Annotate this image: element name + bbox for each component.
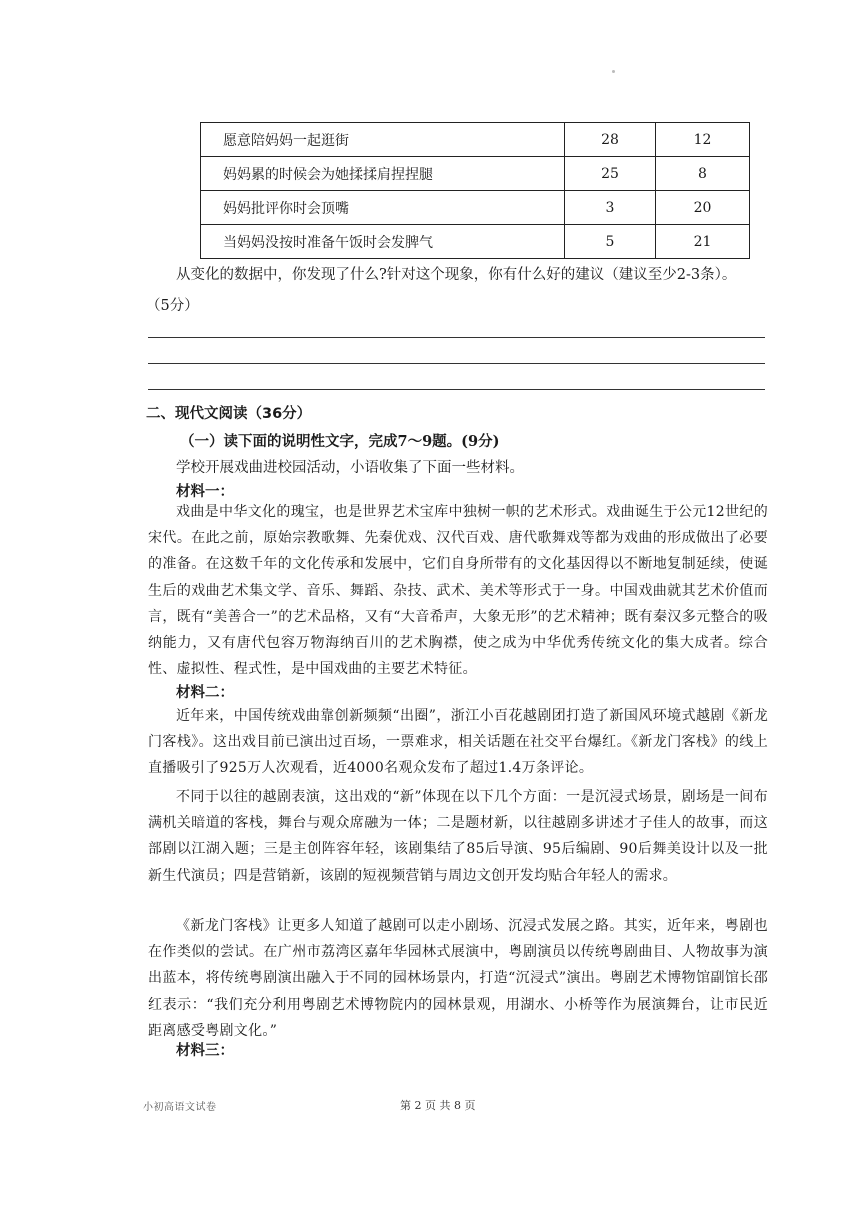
question-score: （5分） [146,298,199,314]
material-3-label: 材料三： [176,1042,234,1059]
table-cell-count-a: 28 [565,123,656,157]
intro-text: 学校开展戏曲进校园活动，小语收集了下面一些材料。 [176,460,524,476]
table-cell-count-a: 3 [565,191,656,225]
section-title: 二、现代文阅读（36分） [146,406,312,422]
page-number: 第 2 页 共 8 页 [400,1099,476,1112]
answer-line[interactable] [148,363,765,364]
table-row [201,191,750,225]
answer-line[interactable] [148,337,765,338]
table-row [201,123,750,157]
material-2-para-2: 不同于以往的越剧表演，这出戏的“新”体现在以下几个方面：一是沉浸式场景，剧场是一间布满机关暗道的客栈，舞台与观众席融为一体；二是题材新，以往越剧多讲述才子佳人的故事，而这部剧以江湖入题；三是主创阵容年轻，该剧集结了85后导演、95后编剧、90后舞美设计以及一批新生代演员；四是营销新，该剧的短视频营销与周边文创开发均贴合年轻人的需求。 [148,789,768,884]
table-cell-item: 妈妈批评你时会顶嘴 [201,191,565,225]
scan-speck [612,70,615,73]
table-row [201,225,750,259]
material-1-text: 戏曲是中华文化的瑰宝，也是世界艺术宝库中独树一帜的艺术形式。戏曲诞生于公元12世纪的宋代。在此之前，原始宗教歌舞、先秦优戏、汉代百戏、唐代歌舞戏等都为戏曲的形成做出了必要的准备。在这数千年的文化传承和发展中，它们自身所带有的文化基因得以不断地复制延续，使诞生后的戏曲艺术集文学、音乐、舞蹈、杂技、武术、美术等形式于一身。中国戏曲就其艺术价值而言，既有“美善合一”的艺术品格，又有“大音希声，大象无形”的艺术精神；既有秦汉多元整合的吸纳能力，又有唐代包容万物海纳百川的艺术胸襟，使之成为中华优秀传统文化的集大成者。综合性、虚拟性、程式性，是中国戏曲的主要艺术特征。 [148,504,768,678]
table-row [201,157,750,191]
footer-source: 小初高语文试卷 [143,1102,217,1113]
subsection-title: （一）读下面的说明性文字，完成7～9题。(9分) [180,433,500,450]
material-2-para-3: 《新龙门客栈》让更多人知道了越剧可以走小剧场、沉浸式发展之路。其实，近年来，粤剧也在作类似的尝试。在广州市荔湾区嘉年华园林式展演中，粤剧演员以传统粤剧曲目、人物故事为演出蓝本，将传统粤剧演出融入于不同的园林场景内，打造“沉浸式”演出。粤剧艺术博物馆副馆长邵红表示：“我们充分利用粤剧艺术博物院内的园林景观，用湖水、小桥等作为展演舞台，让市民近距离感受粤剧文化。” [148,918,768,1039]
table-cell-count-b: 12 [656,123,750,157]
table-cell-item: 当妈妈没按时准备午饭时会发脾气 [201,225,565,259]
material-2-label: 材料二： [176,684,234,701]
survey-table [200,122,750,259]
material-2-para-1: 近年来，中国传统戏曲靠创新频频“出圈”，浙江小百花越剧团打造了新国风环境式越剧《新龙门客栈》。这出戏目前已演出过百场，一票难求，相关话题在社交平台爆红。《新龙门客栈》的线上直播吸引了925万人次观看，近4000名观众发布了超过1.4万条评论。 [148,708,768,777]
material-1-label: 材料一： [176,483,234,500]
table-cell-count-a: 5 [565,225,656,259]
table-cell-count-b: 8 [656,157,750,191]
table-cell-count-a: 25 [565,157,656,191]
table-cell-count-b: 20 [656,191,750,225]
question-prompt: 从变化的数据中，你发现了什么?针对这个现象，你有什么好的建议（建议至少2-3条）。 [176,267,737,283]
table-cell-count-b: 21 [656,225,750,259]
table-cell-item: 妈妈累的时候会为她揉揉肩捏捏腿 [201,157,565,191]
table-cell-item: 愿意陪妈妈一起逛街 [201,123,565,157]
answer-line[interactable] [148,389,765,390]
